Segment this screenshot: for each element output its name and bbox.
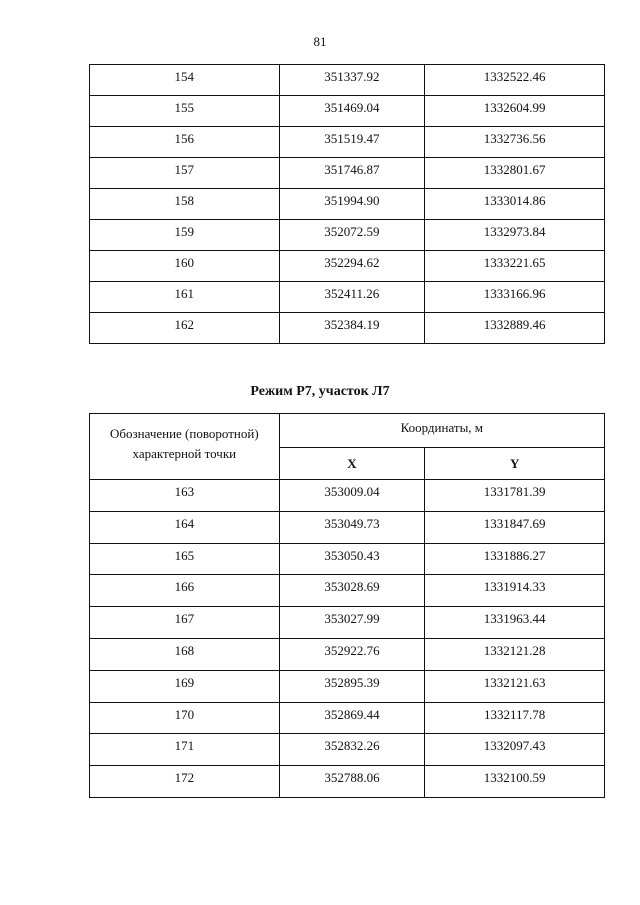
x-coordinate-cell: 351519.47 xyxy=(279,127,425,158)
point-id-cell: 170 xyxy=(90,702,280,734)
table-row xyxy=(90,313,605,344)
y-coordinate-cell: 1331781.39 xyxy=(425,480,605,512)
x-coordinate-cell: 351746.87 xyxy=(279,158,425,189)
table-row xyxy=(90,158,605,189)
point-id-cell: 154 xyxy=(90,65,280,96)
x-coordinate-cell: 353049.73 xyxy=(279,511,425,543)
coordinates-table xyxy=(89,413,605,798)
y-coordinate-cell: 1332121.63 xyxy=(425,670,605,702)
coordinates-table-continued xyxy=(89,64,605,344)
point-id-cell: 158 xyxy=(90,189,280,220)
x-coordinate-cell: 351994.90 xyxy=(279,189,425,220)
x-coordinate-cell: 351469.04 xyxy=(279,96,425,127)
table-row xyxy=(90,670,605,702)
y-coordinate-cell: 1333166.96 xyxy=(425,282,605,313)
point-id-cell: 166 xyxy=(90,575,280,607)
y-coordinate-cell: 1332117.78 xyxy=(425,702,605,734)
x-header: X xyxy=(279,447,425,480)
table-row xyxy=(90,127,605,158)
x-coordinate-cell: 353050.43 xyxy=(279,543,425,575)
y-coordinate-cell: 1332889.46 xyxy=(425,313,605,344)
x-coordinate-cell: 353009.04 xyxy=(279,480,425,512)
table-row xyxy=(90,282,605,313)
point-id-cell: 155 xyxy=(90,96,280,127)
point-id-cell: 172 xyxy=(90,766,280,798)
point-id-cell: 161 xyxy=(90,282,280,313)
x-coordinate-cell: 352411.26 xyxy=(279,282,425,313)
y-header: Y xyxy=(425,447,605,480)
point-id-cell: 169 xyxy=(90,670,280,702)
table-row xyxy=(90,189,605,220)
table-row xyxy=(90,480,605,512)
point-header: Обозначение (поворотной) характерной точки xyxy=(90,414,280,480)
point-id-cell: 165 xyxy=(90,543,280,575)
table-row xyxy=(90,543,605,575)
x-coordinate-cell: 352788.06 xyxy=(279,766,425,798)
section-heading: Режим Р7, участок Л7 xyxy=(250,384,390,399)
table-row xyxy=(90,734,605,766)
x-coordinate-cell: 352869.44 xyxy=(279,702,425,734)
table-row xyxy=(90,607,605,639)
y-coordinate-cell: 1332100.59 xyxy=(425,766,605,798)
x-coordinate-cell: 352072.59 xyxy=(279,220,425,251)
coordinates-table-body xyxy=(90,480,605,798)
y-coordinate-cell: 1333221.65 xyxy=(425,251,605,282)
y-coordinate-cell: 1333014.86 xyxy=(425,189,605,220)
table-row xyxy=(90,65,605,96)
y-coordinate-cell: 1332973.84 xyxy=(425,220,605,251)
y-coordinate-cell: 1332522.46 xyxy=(425,65,605,96)
x-coordinate-cell: 353027.99 xyxy=(279,607,425,639)
table-row xyxy=(90,575,605,607)
x-coordinate-cell: 352895.39 xyxy=(279,670,425,702)
coordinates-table-header xyxy=(90,414,605,480)
x-coordinate-cell: 353028.69 xyxy=(279,575,425,607)
table-row xyxy=(90,638,605,670)
point-id-cell: 160 xyxy=(90,251,280,282)
table-row xyxy=(90,251,605,282)
coordinates-table-body xyxy=(90,65,605,344)
header-row xyxy=(90,414,605,448)
y-coordinate-cell: 1331963.44 xyxy=(425,607,605,639)
point-id-cell: 159 xyxy=(90,220,280,251)
point-id-cell: 156 xyxy=(90,127,280,158)
x-coordinate-cell: 352294.62 xyxy=(279,251,425,282)
y-coordinate-cell: 1332736.56 xyxy=(425,127,605,158)
y-coordinate-cell: 1332604.99 xyxy=(425,96,605,127)
point-id-cell: 157 xyxy=(90,158,280,189)
page-number: 81 xyxy=(313,34,327,49)
y-coordinate-cell: 1332801.67 xyxy=(425,158,605,189)
table-row xyxy=(90,702,605,734)
table-row xyxy=(90,96,605,127)
point-id-cell: 167 xyxy=(90,607,280,639)
point-id-cell: 171 xyxy=(90,734,280,766)
y-coordinate-cell: 1332097.43 xyxy=(425,734,605,766)
table-row xyxy=(90,511,605,543)
table-row xyxy=(90,766,605,798)
point-id-cell: 162 xyxy=(90,313,280,344)
y-coordinate-cell: 1331914.33 xyxy=(425,575,605,607)
y-coordinate-cell: 1331886.27 xyxy=(425,543,605,575)
x-coordinate-cell: 352922.76 xyxy=(279,638,425,670)
point-id-cell: 168 xyxy=(90,638,280,670)
table-row xyxy=(90,220,605,251)
coordinates-header: Координаты, м xyxy=(279,414,604,448)
x-coordinate-cell: 352832.26 xyxy=(279,734,425,766)
y-coordinate-cell: 1332121.28 xyxy=(425,638,605,670)
x-coordinate-cell: 352384.19 xyxy=(279,313,425,344)
x-coordinate-cell: 351337.92 xyxy=(279,65,425,96)
y-coordinate-cell: 1331847.69 xyxy=(425,511,605,543)
point-id-cell: 163 xyxy=(90,480,280,512)
point-id-cell: 164 xyxy=(90,511,280,543)
